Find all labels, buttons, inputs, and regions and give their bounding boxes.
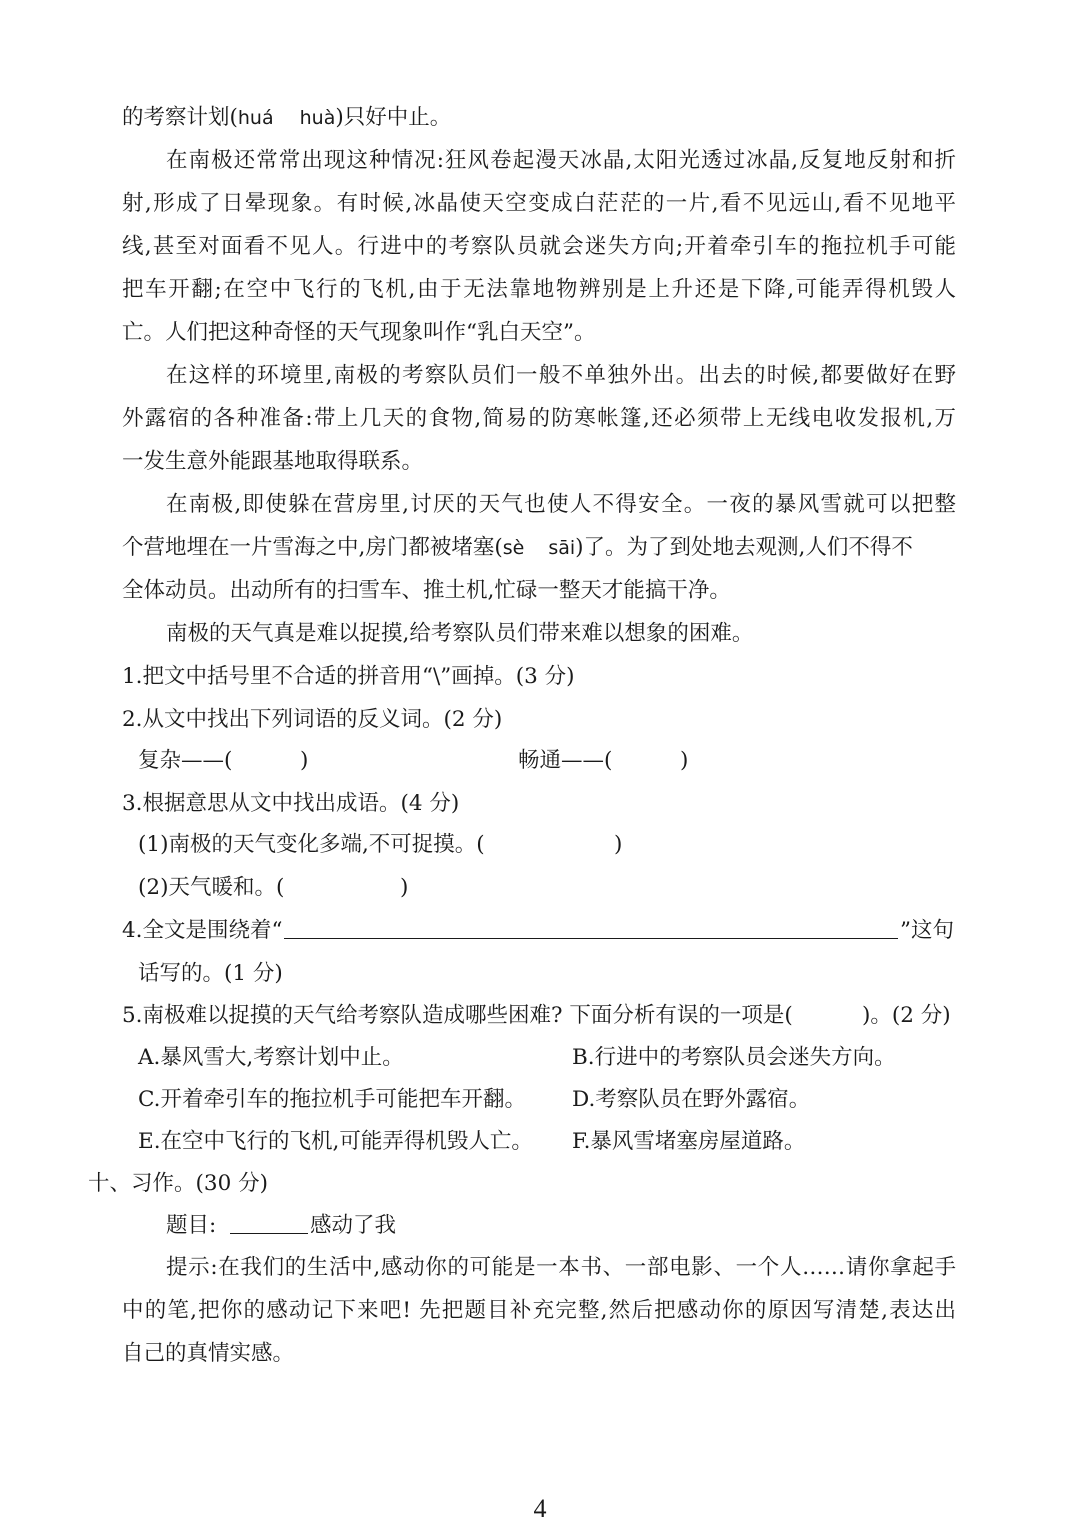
writing-hint-line-1: 提示:在我们的生活中,感动你的可能是一本书、一部电影、一个人……请你拿起手 [166, 1255, 956, 1280]
passage-line-11 [122, 535, 913, 561]
question-5: 5.南极难以捉摸的天气给考察队造成哪些困难? 下面分析有误的一项是( [122, 1003, 793, 1028]
q3-item-1-close: ) [614, 832, 623, 857]
passage-line-10: 在南极,即使躲在营房里,讨厌的天气也使人不得安全。一夜的暴风雪就可以把整 [166, 492, 956, 517]
q2-answer-b-close: ) [680, 748, 689, 773]
q3-item-2: (2)天气暖和。( [138, 875, 285, 900]
q2-answer-b-label: 畅通——( [518, 748, 613, 773]
q5-option-c: C.开着牵引车的拖拉机手可能把车开翻。 [138, 1087, 527, 1112]
q5-option-a: A.暴风雪大,考察计划中止。 [138, 1045, 404, 1070]
page-number: 4 [533, 1494, 547, 1523]
passage-line-09: 一发生意外能跟基地取得联系。 [122, 449, 424, 474]
passage-line-13: 南极的天气真是难以捉摸,给考察队员们带来难以想象的困难。 [166, 621, 754, 646]
question-2: 2.从文中找出下列词语的反义词。(2 分) [122, 707, 503, 732]
writing-hint-line-3: 自己的真情实感。 [122, 1341, 295, 1366]
q2-answer-a-label: 复杂——( [138, 748, 233, 773]
writing-title-blank[interactable] [230, 1233, 308, 1234]
passage-line-12: 全体动员。出动所有的扫雪车、推土机,忙碌一整天才能搞干净。 [122, 578, 731, 603]
q5-option-d: D.考察队员在野外露宿。 [572, 1087, 811, 1112]
q2-answer-a-close: ) [300, 748, 309, 773]
pinyin-option: sè [502, 537, 525, 559]
text: 个营地埋在一片雪海之中,房门都被堵塞( [122, 535, 503, 560]
writing-title-suffix: 感动了我 [310, 1213, 397, 1238]
q5-option-b: B.行进中的考察队员会迷失方向。 [572, 1045, 896, 1070]
question-3: 3.根据意思从文中找出成语。(4 分) [122, 791, 460, 816]
passage-line-05: 把车开翻;在空中飞行的飞机,由于无法靠地物辨别是上升还是下降,可能弄得机毁人 [122, 277, 956, 302]
passage-line-03: 射,形成了日晕现象。有时候,冰晶使天空变成白茫茫的一片,看不见远山,看不见地平 [122, 191, 956, 216]
q3-item-2-close: ) [400, 875, 409, 900]
passage-line-04: 线,甚至对面看不见人。行进中的考察队员就会迷失方向;开着牵引车的拖拉机手可能 [122, 234, 956, 259]
pinyin-option: huà [299, 107, 336, 129]
question-5-suffix: )。(2 分) [862, 1003, 951, 1028]
text: )只好中止。 [335, 105, 452, 130]
question-4-suffix: ”这句 [900, 918, 954, 943]
passage-line-01 [122, 105, 451, 131]
pinyin-option: sāi [548, 537, 576, 559]
text: 的考察计划( [122, 105, 238, 130]
section-10-heading: 十、习作。(30 分) [88, 1171, 268, 1196]
question-4: 4.全文是围绕着“ [122, 918, 283, 943]
passage-line-06: 亡。人们把这种奇怪的天气现象叫作“乳白天空”。 [122, 320, 596, 345]
writing-hint-line-2: 中的笔,把你的感动记下来吧! 先把题目补充完整,然后把感动你的原因写清楚,表达出 [122, 1298, 956, 1323]
writing-title-label: 题目: [166, 1213, 217, 1238]
question-4-cont: 话写的。(1 分) [138, 961, 283, 986]
text: )了。为了到处地去观测,人们不得不 [575, 535, 913, 560]
passage-line-02: 在南极还常常出现这种情况:狂风卷起漫天冰晶,太阳光透过冰晶,反复地反射和折 [166, 148, 956, 173]
pinyin-option: huá [237, 107, 274, 129]
q4-answer-blank[interactable] [284, 938, 898, 939]
q5-option-f: F.暴风雪堵塞房屋道路。 [572, 1129, 806, 1154]
passage-line-08: 外露宿的各种准备:带上几天的食物,简易的防寒帐篷,还必须带上无线电收发报机,万 [122, 406, 956, 431]
question-1: 1.把文中括号里不合适的拼音用“\”画掉。(3 分) [122, 664, 575, 689]
q3-item-1: (1)南极的天气变化多端,不可捉摸。( [138, 832, 485, 857]
passage-line-07: 在这样的环境里,南极的考察队员们一般不单独外出。出去的时候,都要做好在野 [166, 363, 956, 388]
q5-option-e: E.在空中飞行的飞机,可能弄得机毁人亡。 [138, 1129, 533, 1154]
